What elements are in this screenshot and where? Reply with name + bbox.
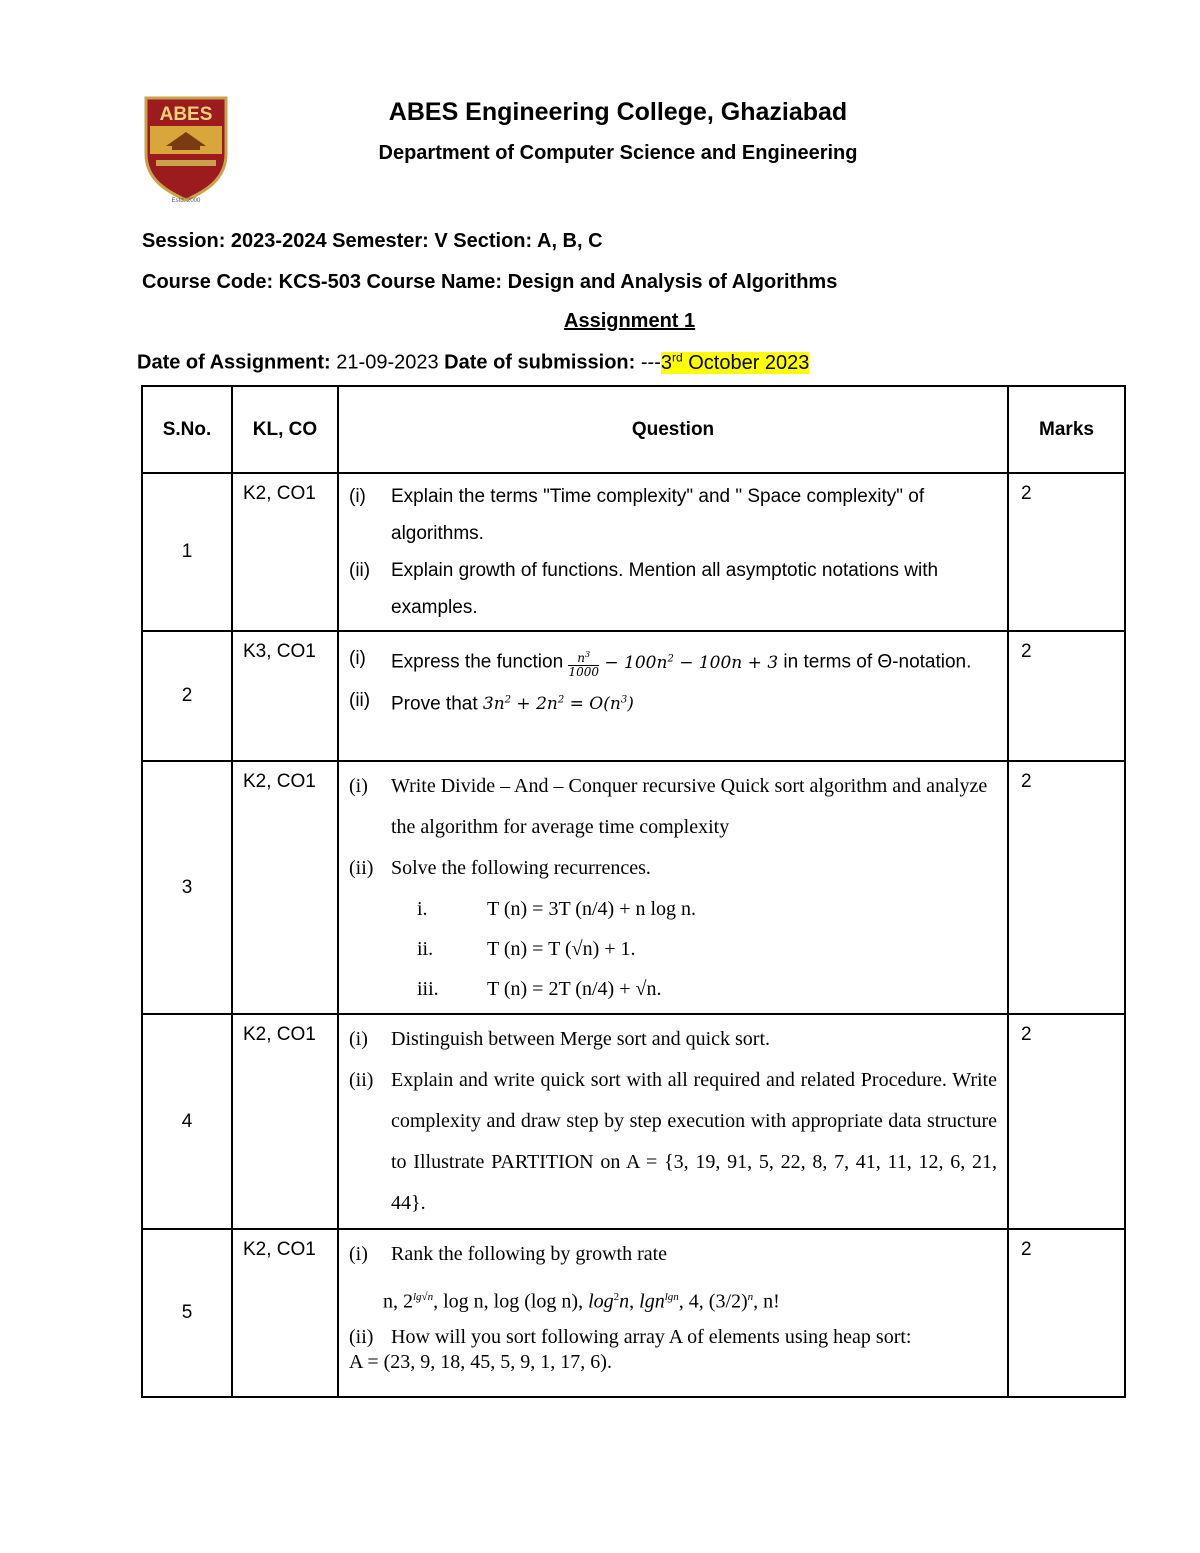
math-expression: $\frac{n^3}{1000}$ − $100n^2 - 100n + 3$ bbox=[568, 649, 779, 679]
submit-date-label: Date of submission: bbox=[444, 351, 636, 374]
submit-prefix: --- bbox=[640, 351, 661, 374]
table-header-row bbox=[142, 386, 1125, 473]
header-marks: Marks bbox=[1008, 386, 1125, 473]
row-klco: K2, CO1 bbox=[232, 1014, 338, 1229]
department-name: Department of Computer Science and Engineering bbox=[378, 142, 858, 164]
row-marks: 2 bbox=[1008, 761, 1125, 1014]
row-question: (i) Write Divide – And – Conquer recursive Quick sort algorithm and analyze the algorithm for average time complexity (ii) Solve the following recurrences. i. T (n) = 3T (n/4) + n log n. ii. T (n) = T (√n) + 1. iii. T (n) = 2T (n/4) + √n. bbox=[338, 761, 1008, 1014]
row-sno: 3 bbox=[142, 761, 232, 1014]
dates-line bbox=[137, 350, 809, 375]
assign-date-value: 21-09-2023 bbox=[336, 351, 439, 374]
row-question: (i) Express the function $\frac{n^3}{1000}$ − $100n^2 - 100n + 3$ in terms of Θ-notation. (ii) Prove that $3n^2 + 2n^2 = O(n^3)$ bbox=[338, 631, 1008, 761]
course-line: Course Code: KCS-503 Course Name: Design and Analysis of Algorithms bbox=[142, 271, 838, 293]
row-marks: 2 bbox=[1008, 1229, 1125, 1397]
header-klco: KL, CO bbox=[232, 386, 338, 473]
row-question: (i) Rank the following by growth rate n, $2^{lg√n}$, log n, log (log n), $\log^2n$, lgn$^{lgn}$, 4, $(3/2)^n$, n! (ii) How will you sort following array A of elements using heap sort: A = (23, 9, 18, 45, 5, 9, 1, 17, 6). bbox=[338, 1229, 1008, 1397]
table-row bbox=[142, 1014, 1125, 1229]
questions-table bbox=[141, 385, 1126, 1398]
math-expression: $3n^2 + 2n^2 = O(n^3)$ bbox=[482, 694, 634, 715]
row-marks: 2 bbox=[1008, 631, 1125, 761]
row-question: (i) Distinguish between Merge sort and quick sort. (ii) Explain and write quick sort with all required and related Procedure. Write complexity and draw step by step execution with appropriate data structure to Illustrate PARTITION on A = {3, 19, 91, 5, 22, 8, 7, 41, 11, 12, 6, 21, 44}. bbox=[338, 1014, 1008, 1229]
header-question: Question bbox=[338, 386, 1008, 473]
session-line: Session: 2023-2024 Semester: V Section: A, B, C bbox=[142, 230, 603, 252]
assignment-title: Assignment 1 bbox=[564, 310, 696, 332]
assign-date-label: Date of Assignment: bbox=[137, 351, 331, 374]
submit-date-value: 3rd October 2023 bbox=[660, 350, 810, 374]
row-klco: K2, CO1 bbox=[232, 473, 338, 631]
college-name: ABES Engineering College, Ghaziabad bbox=[388, 98, 848, 126]
heap-array: A = (23, 9, 18, 45, 5, 9, 1, 17, 6). bbox=[349, 1350, 612, 1373]
row-sno: 1 bbox=[142, 473, 232, 631]
row-sno: 2 bbox=[142, 631, 232, 761]
row-sno: 4 bbox=[142, 1014, 232, 1229]
row-sno: 5 bbox=[142, 1229, 232, 1397]
table-row bbox=[142, 473, 1125, 631]
row-klco: K2, CO1 bbox=[232, 761, 338, 1014]
table-row bbox=[142, 631, 1125, 761]
logo-est: Estd. 2000 bbox=[171, 198, 201, 204]
logo-text: ABES bbox=[159, 104, 213, 125]
growth-functions: n, $2^{lg√n}$, log n, log (log n), $\log^2n$, lgn$^{lgn}$, 4, $(3/2)^n$, n! bbox=[383, 1290, 780, 1313]
table-row bbox=[142, 1229, 1125, 1397]
row-klco: K2, CO1 bbox=[232, 1229, 338, 1397]
table-row bbox=[142, 761, 1125, 1014]
row-question: (i) Explain the terms "Time complexity" and " Space complexity" of algorithms. (ii) Explain growth of functions. Mention all asymptotic notations with examples. bbox=[338, 473, 1008, 631]
row-marks: 2 bbox=[1008, 473, 1125, 631]
row-klco: K3, CO1 bbox=[232, 631, 338, 761]
row-marks: 2 bbox=[1008, 1014, 1125, 1229]
header-sno: S.No. bbox=[142, 386, 232, 473]
